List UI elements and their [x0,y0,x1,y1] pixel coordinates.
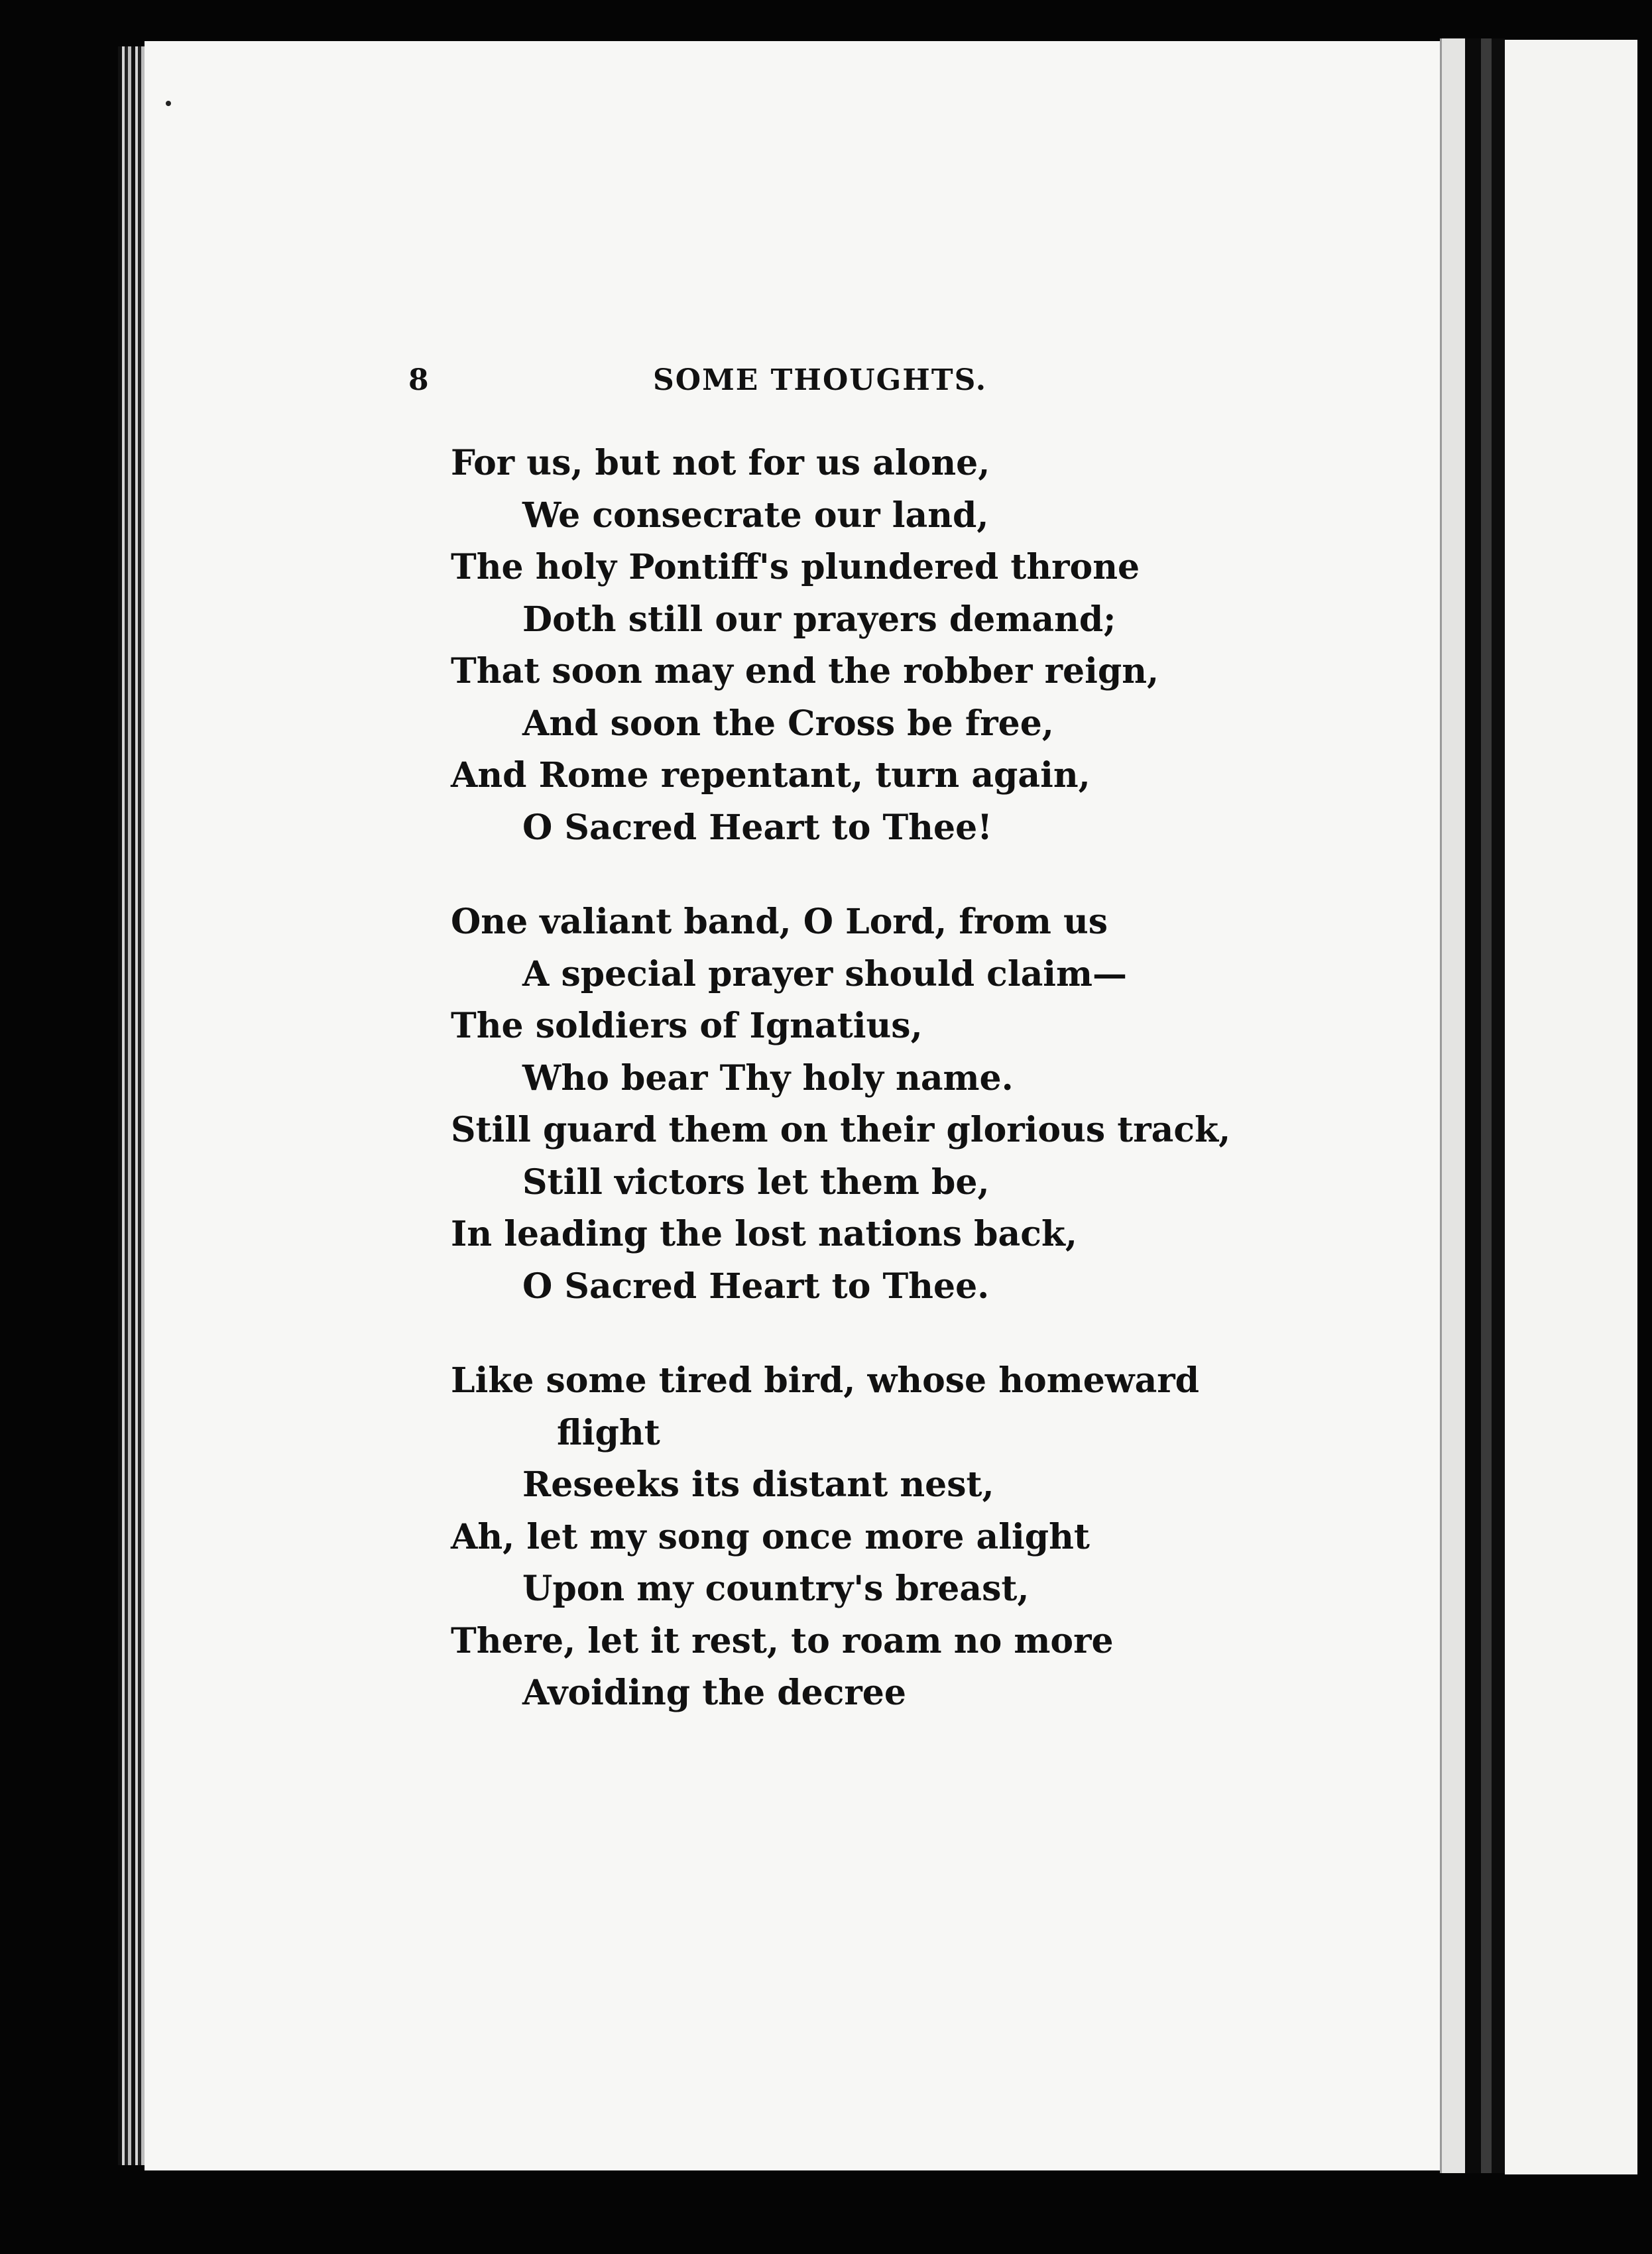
poem-line: In leading the lost nations back, [451,1214,1077,1254]
poem-line: flight [557,1412,660,1453]
running-head [0,363,1652,410]
book-gutter [1440,38,1468,2173]
page-number: 8 [408,363,429,397]
poem-line: Reseeks its distant nest, [522,1464,994,1505]
stanza [451,896,1231,1313]
poem-line: That soon may end the robber reign, [451,651,1159,691]
stanza [451,1355,1207,1720]
poem-line: Avoiding the decree [522,1673,906,1713]
stanza-gap [451,1313,1207,1355]
poem-line: A special prayer should claim— [522,953,1128,994]
poem-line: Upon my country's breast, [522,1569,1030,1609]
poem-body [451,438,1231,1720]
ink-speck [166,101,171,106]
poem-line: And soon the Cross be free, [522,703,1054,744]
running-title: SOME THOUGHTS. [653,363,988,397]
facing-page [1505,40,1637,2174]
poem-line: And Rome repentant, turn again, [451,755,1091,796]
poem-line: One valiant band, O Lord, from us [451,902,1108,942]
poem-line: O Sacred Heart to Thee. [522,1266,990,1307]
poem-line: Still guard them on their glorious track, [451,1110,1231,1150]
poem-line: The soldiers of Ignatius, [451,1006,923,1046]
poem-line: There, let it rest, to roam no more [451,1620,1114,1661]
gutter-shadow [1465,38,1505,2173]
poem-line: Ah, let my song once more alight [451,1516,1090,1557]
poem-line: For us, but not for us alone, [451,443,990,483]
poem-line: Who bear Thy holy name. [522,1057,1014,1098]
poem-line: Doth still our prayers demand; [522,599,1116,640]
poem-line: The holy Pontiff's plundered throne [451,547,1140,587]
stanza [451,438,1207,854]
poem-line: Like some tired bird, whose homeward [451,1360,1200,1401]
poem-line: We consecrate our land, [522,495,989,536]
poem-line: Still victors let them be, [522,1161,990,1203]
stanza-gap [451,854,1207,896]
poem-line: O Sacred Heart to Thee! [522,807,992,848]
